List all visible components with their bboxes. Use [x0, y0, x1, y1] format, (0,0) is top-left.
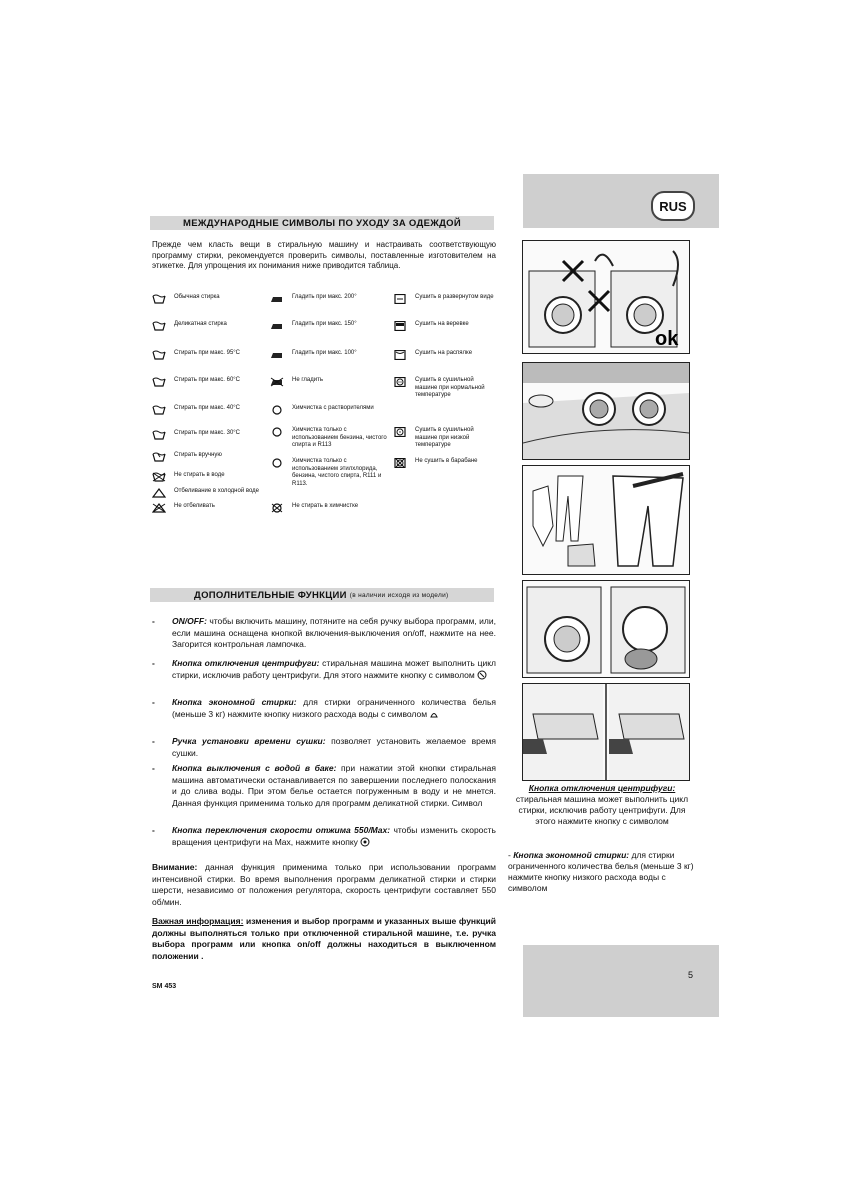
feature-dash: -	[152, 825, 155, 835]
tumble-normal-icon	[393, 377, 407, 387]
feature-title: Кнопка переключения скорости отжима 550/Max:	[172, 825, 391, 835]
care-symbol-label: Деликатная стирка	[174, 321, 227, 327]
care-symbol-row	[152, 405, 270, 415]
care-symbol-row	[152, 472, 270, 482]
care-symbol-row	[270, 427, 394, 450]
attention-text: данная функция применима только при использовании программ интенсивной стирки. Во время выполнения программ деликатной стирки и стирки шерсти, независимо от положения регулятора, скорость центрифуги составляет 550 об/мин.	[152, 862, 496, 907]
care-symbol-row	[152, 377, 270, 387]
drawer-illustration	[522, 683, 690, 781]
care-symbol-label: Стирать при макс. 30°С	[174, 430, 241, 436]
care-symbol-label: Стирать при макс. 40°С	[174, 405, 241, 411]
spin-speed-icon	[360, 837, 370, 847]
care-symbol-row	[393, 350, 497, 360]
care-symbol-label: Сушить на веревке	[415, 321, 469, 327]
care-symbol-row	[152, 488, 270, 498]
line-dry-icon	[393, 321, 407, 331]
iron-100-icon	[270, 350, 284, 360]
feature-spin-off	[152, 658, 496, 681]
tumble-low-icon	[393, 427, 407, 437]
care-symbol-label: Не отбеливать	[174, 503, 215, 509]
care-symbol-label: Сушить в сушильной машине при нормальной температуре	[415, 377, 485, 398]
important-text: изменения и выбор программ и указанных выше функций должны выполняться только при отключенной стиральной машине, т.е. ручка выбора программ или кнопка on/off должны находиться в выключенном положении .	[152, 916, 496, 961]
feature-title: Кнопка отключения центрифуги:	[172, 658, 320, 668]
feature-dash: -	[152, 616, 155, 626]
feature-dash: -	[152, 736, 155, 746]
caption-text: для стирки ограниченного количества белья (меньше 3 кг) нажмите кнопку низкого расхода воды с символом	[508, 850, 694, 893]
care-symbol-label: Гладить при макс. 200°	[292, 294, 357, 300]
care-symbol-row	[270, 294, 394, 304]
care-symbol-row	[270, 321, 394, 331]
feature-spin-speed	[152, 825, 496, 848]
care-symbol-label: Химчистка с растворителями	[292, 405, 374, 411]
care-symbol-label: Гладить при макс. 150°	[292, 321, 357, 327]
control-panel-illustration	[522, 362, 690, 460]
feature-title: ON/OFF:	[172, 616, 207, 626]
page-number: 5	[688, 970, 694, 980]
care-symbol-label: Стирать при макс. 60°С	[174, 377, 241, 383]
spin-off-caption	[514, 783, 690, 827]
ok-label: ok	[655, 328, 679, 350]
care-heading-text: МЕЖДУНАРОДНЫЕ СИМВОЛЫ ПО УХОДУ ЗА ОДЕЖДОЙ	[183, 217, 461, 229]
no-iron-icon	[270, 377, 284, 387]
iron-200-icon	[270, 294, 284, 304]
care-symbol-label: Химчистка только с использованием этилхлорида, бензина, чистого спирта, R111 и R113.	[292, 458, 382, 487]
feature-text: стиральная машина может выполнить цикл стирки, исключив работу центрифуги. Для этого нажмите кнопку с символом	[172, 658, 497, 680]
care-symbol-row	[152, 294, 270, 304]
care-symbol-label: Не стирать в воде	[174, 472, 225, 478]
laundry-illustration	[522, 465, 690, 575]
feature-text: позволяет установить желаемое время сушки.	[172, 736, 496, 758]
care-symbol-row	[393, 427, 497, 450]
feature-title: Ручка установки времени сушки:	[172, 736, 326, 746]
care-symbol-row	[152, 452, 270, 462]
caption-title: Кнопка отключения центрифуги:	[528, 783, 676, 793]
caption-title: Кнопка экономной стирки:	[513, 850, 630, 860]
care-symbol-row	[270, 405, 394, 415]
feature-dry-timer	[152, 736, 496, 759]
care-symbol-label: Гладить при макс. 100°	[292, 350, 357, 356]
care-section-heading	[150, 216, 494, 230]
extra-section-heading	[150, 588, 494, 602]
care-symbol-row	[152, 503, 270, 513]
footer-tab	[523, 945, 719, 1017]
extra-heading-text: ДОПОЛНИТЕЛЬНЫЕ ФУНКЦИИ	[194, 589, 347, 601]
feature-rinse-hold	[152, 763, 496, 809]
important-note	[152, 916, 496, 962]
no-bleach-icon	[152, 503, 166, 513]
care-symbol-row	[152, 430, 270, 440]
caption-text: стиральная машина может выполнить цикл стирки, исключив работу центрифуги. Для этого нажмите кнопку с символом	[515, 794, 689, 826]
care-symbol-label: Отбеливание в холодной воде	[174, 488, 259, 494]
care-symbol-row	[270, 503, 394, 513]
dry-clean-p-icon	[270, 458, 284, 468]
care-symbol-row	[393, 321, 497, 331]
care-symbol-label: Сушить в развернутом виде	[415, 294, 494, 300]
eco-icon	[429, 709, 439, 719]
wash-30-icon	[152, 430, 166, 440]
wash-60-icon	[152, 377, 166, 387]
iron-150-icon	[270, 321, 284, 331]
dry-clean-f-icon	[270, 427, 284, 437]
doc-code: SM 453	[152, 983, 177, 990]
spin-off-icon	[477, 670, 487, 680]
feature-eco	[152, 697, 496, 720]
delicate-wash-icon	[152, 321, 166, 331]
care-symbol-label: Стирать при макс. 95°С	[174, 350, 241, 356]
care-symbol-row	[270, 350, 394, 360]
feature-text: для стирки ограниченного количества белья (меньше 3 кг) нажмите кнопку низкого расхода воды с символом	[172, 697, 496, 719]
care-symbol-label: Не стирать в химчистке	[292, 503, 359, 509]
care-symbol-row	[152, 321, 270, 331]
no-tumble-icon	[393, 458, 407, 468]
attention-note	[152, 862, 496, 908]
care-symbol-label: Стирать вручную	[174, 452, 222, 458]
care-symbol-label: Не гладить	[292, 377, 323, 383]
bleach-icon	[152, 488, 166, 498]
care-symbol-label: Сушить на распялке	[415, 350, 473, 356]
care-symbol-label: Не сушить в барабане	[415, 458, 478, 464]
language-badge: RUS	[651, 191, 695, 221]
hand-wash-icon	[152, 452, 166, 462]
care-symbol-row	[152, 350, 270, 360]
hanger-dry-icon	[393, 350, 407, 360]
feature-dash: -	[152, 763, 155, 773]
important-label: Важная информация:	[152, 916, 244, 926]
loading-illustration	[522, 580, 690, 678]
dry-clean-icon	[270, 405, 284, 415]
feature-onoff	[152, 616, 496, 651]
feature-text: чтобы изменить скорость вращения центрифуги на Max, нажмите кнопку	[172, 825, 496, 847]
attention-label: Внимание:	[152, 862, 198, 872]
feature-text: при нажатии этой кнопки стиральная машина автоматически останавливается по завершении последнего полоскания и до слива воды. При этом белье остается погруженным в воду и не мнется. Данная функция применима только для программ деликатной стирки. Символ	[172, 763, 496, 808]
no-wash-icon	[152, 472, 166, 482]
care-symbol-row	[393, 294, 497, 304]
care-symbol-label: Химчистка только с использованием бензина, чистого спирта и R113	[292, 427, 387, 448]
feature-text: чтобы включить машину, потяните на себя ручку выбора программ, или, если машина оснащена кнопкой включения-выключения on/off, нажмите на нее. Загорится контрольная лампочка.	[172, 616, 496, 649]
care-symbol-label: Обычная стирка	[174, 294, 220, 300]
care-symbol-row	[393, 377, 497, 400]
install-illustration	[522, 240, 690, 354]
feature-title: Кнопка выключения с водой в баке:	[172, 763, 337, 773]
care-symbol-row	[393, 458, 497, 468]
no-dry-clean-icon	[270, 503, 284, 513]
wash-40-icon	[152, 405, 166, 415]
care-symbol-row	[270, 377, 394, 387]
feature-dash: -	[152, 697, 155, 707]
care-symbol-row	[270, 458, 394, 488]
flat-dry-icon	[393, 294, 407, 304]
wash-95-icon	[152, 350, 166, 360]
extra-heading-note: (в наличии исходя из модели)	[349, 591, 449, 599]
care-symbol-label: Сушить в сушильной машине при низкой температуре	[415, 427, 474, 448]
eco-caption: - Кнопка экономной стирки: для стирки ограниченного количества белья (меньше 3 кг) нажмите кнопку низкого расхода воды с символом	[508, 850, 694, 893]
wash-icon	[152, 294, 166, 304]
feature-dash: -	[152, 658, 155, 668]
care-intro: Прежде чем класть вещи в стиральную машину и настраивать соответствующую программу стирки, рекомендуется проверить символы, поставленные изготовителем на этикетке. Для упрощения их понимания ниже приводится таблица.	[152, 240, 496, 270]
feature-title: Кнопка экономной стирки:	[172, 697, 297, 707]
